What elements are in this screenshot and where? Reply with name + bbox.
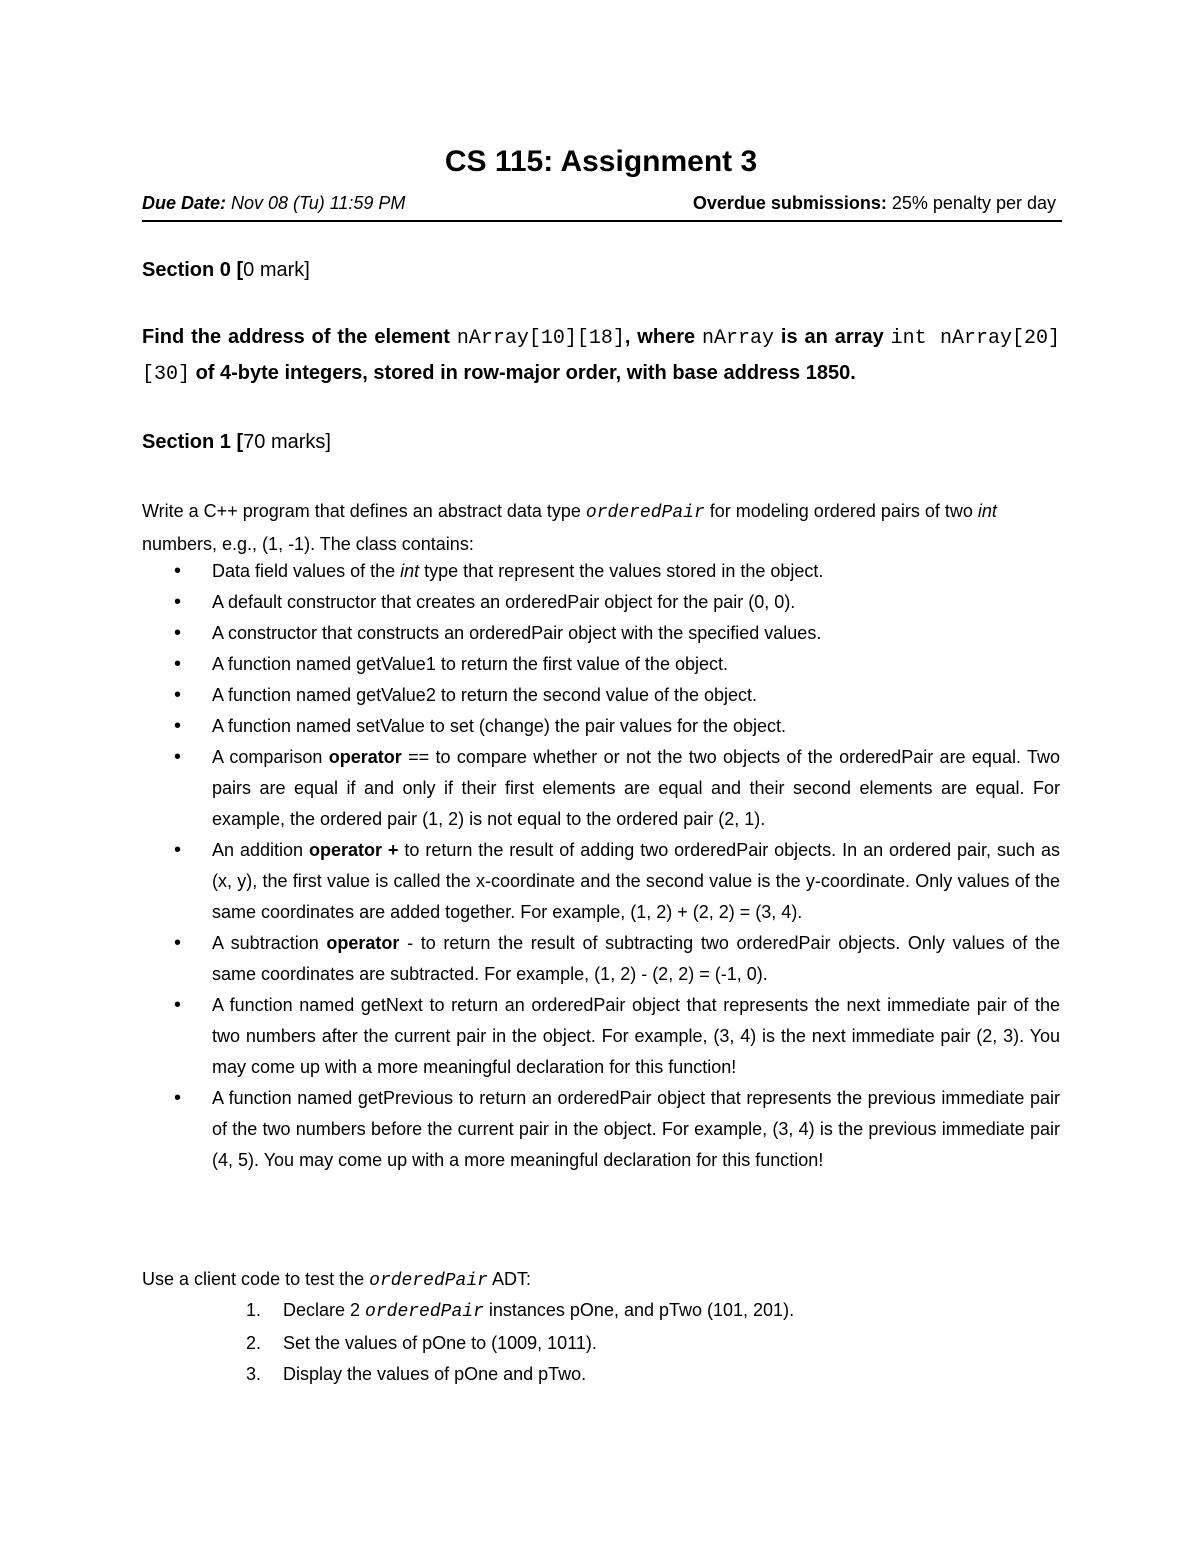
list-item: • A function named setValue to set (change) the pair values for the object.: [142, 711, 1060, 742]
item-text: - to return the result of subtracting two orderedPair objects. Only values of the same coordinates are subtracted. For example, (1, 2) - (2, 2) = (-1, 0).: [212, 933, 1060, 984]
requirements-list: [142, 556, 1060, 1176]
list-item: [142, 835, 1060, 928]
step-text: Display the values of pOne and pTwo.: [283, 1364, 587, 1384]
q-code: nArray[10][18]: [456, 327, 625, 350]
q-row-major: row-major: [463, 362, 561, 384]
item-int: int: [400, 561, 420, 581]
client-text: ADT:: [487, 1269, 531, 1289]
section-1-intro: [142, 496, 1060, 560]
list-item: [142, 1295, 1060, 1328]
section-0-marks: 0 mark: [243, 259, 305, 281]
section-1-title: Section 1: [142, 431, 231, 453]
item-text: to return the result of adding two orderedPair objects. In an ordered pair, such as (x, y), the first value is called the x-coordinate and the second value is the y-coordinate. Only values of the same coordinates are added together. For example, (1, 2) + (2, 2) = (3, 4).: [212, 840, 1060, 922]
q-text: of the element: [304, 326, 457, 348]
step-text: Set the values of pOne to (1009, 1011).: [283, 1333, 597, 1353]
step-number: 3.: [246, 1364, 262, 1384]
list-item: • A function named getPrevious to return an orderedPair object that represents the previous immediate pair of the two numbers before the current pair in the object. For example, (3, 4) is the previous immediate pair (4, 5). You may come up with a more meaningful declaration for this function!: [142, 1083, 1060, 1176]
section-0-question: [142, 320, 1060, 392]
section-1-bracket-close: ]: [325, 431, 331, 453]
list-item: • A function named getValue1 to return the first value of the object.: [142, 649, 1060, 680]
q-address: address: [228, 326, 305, 348]
intro-text: Write a C++ program that defines an abstract data type: [142, 501, 586, 521]
section-0-title: Section 0: [142, 259, 231, 281]
list-item: [142, 556, 1060, 587]
q-code: nArray: [702, 327, 775, 350]
list-item: [142, 928, 1060, 990]
client-text: Use a client code to test the: [142, 1269, 370, 1289]
q-text: order, with base address 1850.: [560, 362, 856, 384]
due-date-label: Due Date:: [142, 193, 227, 213]
step-code: orderedPair: [365, 1302, 484, 1322]
intro-text: for modeling ordered pairs of two: [704, 501, 978, 521]
list-item: [142, 1328, 1060, 1359]
steps-list: [142, 1295, 1060, 1390]
step-number: 2.: [246, 1333, 262, 1353]
list-item: • A function named getValue2 to return the second value of the object.: [142, 680, 1060, 711]
section-1-bracket-open: [: [230, 431, 244, 453]
list-item: • A function named getNext to return an orderedPair object that represents the next immediate pair of the two numbers after the current pair in the object. For example, (3, 4) is the next immediate pair (2, 3). You may come up with a more meaningful declaration for this function!: [142, 990, 1060, 1083]
due-date: [142, 190, 405, 216]
list-item: • A default constructor that creates an orderedPair object for the pair (0, 0).: [142, 587, 1060, 618]
item-operator: operator: [328, 747, 402, 767]
item-text: An addition: [212, 840, 309, 860]
section-0-heading: [142, 256, 310, 284]
header-row: [142, 190, 1060, 216]
item-operator: operator +: [308, 840, 399, 860]
section-1-marks: 70 marks: [243, 431, 326, 453]
list-item: [142, 742, 1060, 835]
intro-text: numbers, e.g., (1, -1). The class contains:: [142, 534, 474, 554]
step-number: 1.: [246, 1300, 262, 1320]
item-text: type that represent the values stored in the object.: [419, 561, 824, 581]
section-1-heading: [142, 428, 331, 456]
page-title: CS 115: Assignment 3: [444, 145, 758, 178]
list-item: [142, 1359, 1060, 1390]
item-text: A comparison: [212, 747, 329, 767]
step-text: Declare 2: [283, 1300, 366, 1320]
section-0-bracket-open: [: [230, 259, 244, 281]
q-text: , where: [624, 326, 703, 348]
client-code-intro: [142, 1264, 1060, 1297]
item-text: Data field values of the: [212, 561, 401, 581]
due-date-value: Nov 08 (Tu) 11:59 PM: [226, 193, 406, 213]
item-operator: operator: [326, 933, 400, 953]
intro-int: int: [977, 501, 997, 521]
intro-code: orderedPair: [585, 503, 705, 523]
item-text: A subtraction: [212, 933, 327, 953]
section-0-bracket-close: ]: [304, 259, 310, 281]
q-text: of 4-byte integers, stored in: [190, 362, 464, 384]
item-text: == to compare whether or not the two objects of the orderedPair are equal. Two pairs are equal if and only if their first elements are equal and their second elements are equal. For example, the ordered pair (1, 2) is not equal to the ordered pair (2, 1).: [212, 747, 1060, 829]
overdue-value: 25% penalty per day: [886, 193, 1056, 213]
step-text: instances pOne, and pTwo (101, 201).: [483, 1300, 795, 1320]
overdue-label: Overdue submissions:: [692, 193, 887, 213]
q-text: Find the: [142, 326, 229, 348]
list-item: • A constructor that constructs an orderedPair object with the specified values.: [142, 618, 1060, 649]
q-text: is an array: [774, 326, 891, 348]
header-divider: [142, 220, 1062, 222]
overdue-policy: [693, 190, 1056, 216]
client-code: orderedPair: [369, 1271, 488, 1291]
q-code: int nArray[20][30]: [142, 327, 1060, 386]
